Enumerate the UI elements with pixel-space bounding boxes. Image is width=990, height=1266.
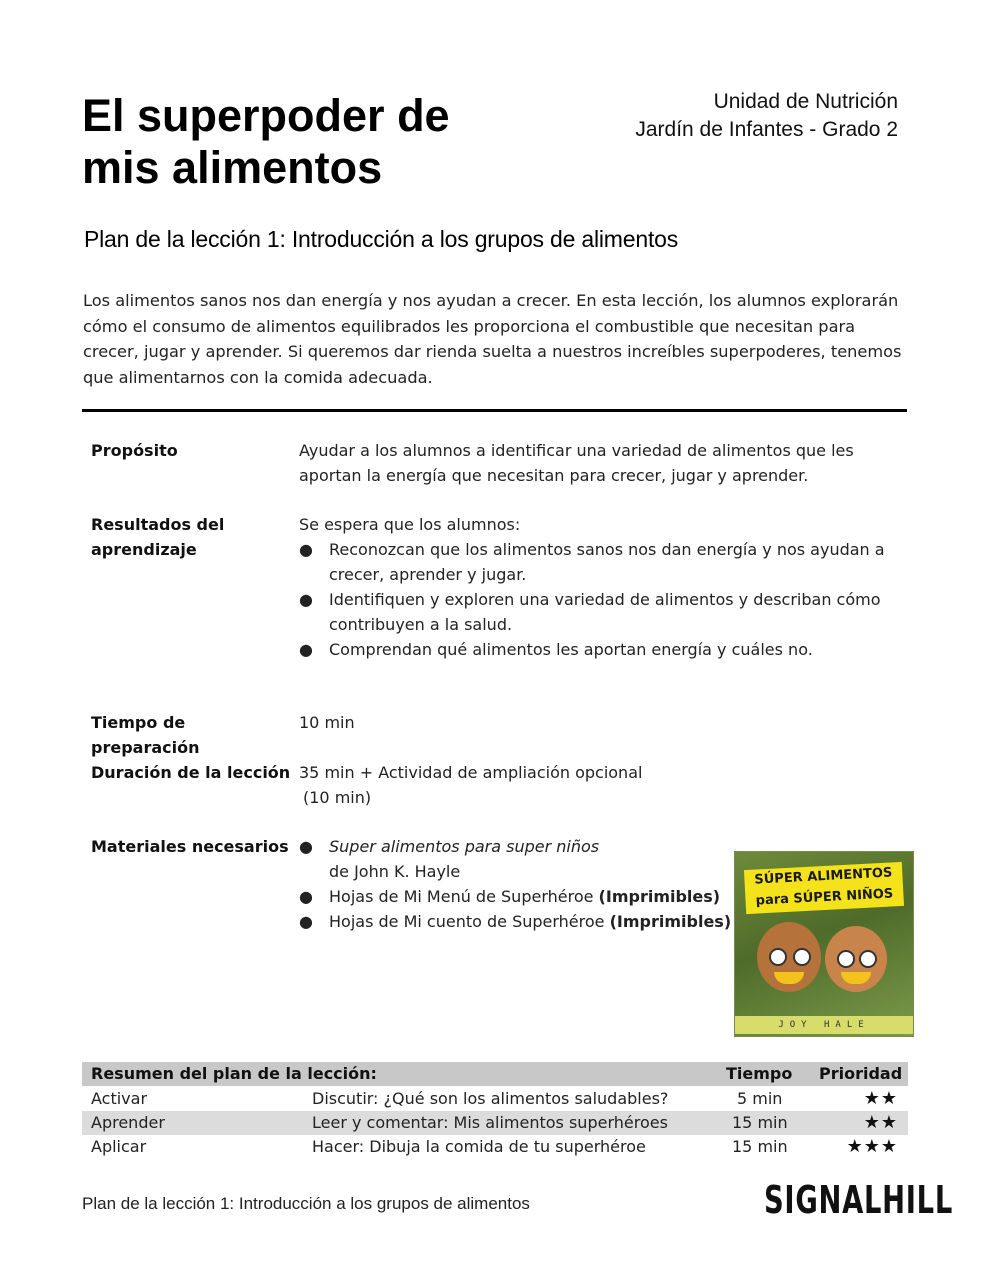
summary-header-row [82,1062,908,1086]
priority-stars-icon: ★★★ [846,1136,898,1157]
material-item-book: ● Super alimentos para super niños de John K. Hayle [299,834,739,884]
outcomes-intro: Se espera que los alumnos: [299,515,521,534]
summary-activity: Hacer: Dibuja la comida de tu superhéroe [312,1137,646,1156]
summary-phase: Activar [91,1089,148,1108]
summary-activity: Leer y comentar: Mis alimentos superhéroes [312,1113,668,1132]
prep-time-value: 10 min [299,713,355,732]
outcome-item: ● Reconozcan que los alimentos sanos nos dan energía y nos ayudan a crecer, aprender y jugar. [299,537,899,587]
prep-time-label: Tiempo de preparación [91,713,200,757]
bullet-icon: ● [299,540,313,559]
table-row [82,1087,908,1111]
bullet-icon: ● [299,912,313,931]
summary-activity: Discutir: ¿Qué son los alimentos saludables? [312,1089,669,1108]
unit-name: Unidad de Nutrición [713,90,898,113]
lesson-title: Plan de la lección 1: Introducción a los grupos de alimentos [84,226,679,252]
outcomes-label: Resultados del aprendizaje [91,515,225,559]
purpose-label: Propósito [91,441,178,460]
table-row [82,1135,908,1159]
girl-face-illustration [757,922,821,992]
outcome-item: ● Identifiquen y exploren una variedad de alimentos y describan cómo contribuyen a la salud. [299,587,899,637]
bullet-icon: ● [299,837,313,856]
book-cover-author: JOY HALE [735,1016,913,1034]
priority-stars-icon: ★★ [863,1112,898,1133]
outcomes-list [299,537,899,662]
summary-phase: Aprender [91,1113,165,1132]
section-divider [82,409,907,412]
material-item-menu-sheets: ● Hojas de Mi Menú de Superhéroe (Imprimibles) [299,884,739,909]
duration-label: Duración de la lección [91,763,291,782]
purpose-text: Ayudar a los alumnos a identificar una variedad de alimentos que les aportan la energía que necesitan para crecer, jugar y aprender. [299,441,854,485]
grade-range: Jardín de Infantes - Grado 2 [635,118,898,141]
duration-value: 35 min + Actividad de ampliación opcional (10 min) [299,763,643,807]
bullet-icon: ● [299,640,313,659]
summary-time: 5 min [737,1089,783,1108]
bullet-icon: ● [299,887,313,906]
footer-lesson-title: Plan de la lección 1: Introducción a los grupos de alimentos [82,1194,530,1213]
intro-paragraph: Los alimentos sanos nos dan energía y nos ayudan a crecer. En esta lección, los alumnos explorarán cómo el consumo de alimentos equilibrados les proporciona el combustible que necesitan para crecer, jugar y aprender. Si queremos dar rienda suelta a nuestros increíbles superpoderes, tenemos que alimentarnos con la comida adecuada. [83,291,902,387]
outcomes-block [299,512,899,662]
signalhill-logo: SIGNALHILL [764,1178,953,1222]
summary-time: 15 min [732,1113,788,1132]
page-title-line-1: El superpoder de [82,90,450,141]
boy-face-illustration [825,926,887,992]
materials-block [299,834,739,934]
summary-header-label: Resumen del plan de la lección: [91,1064,377,1083]
outcome-item: ● Comprendan qué alimentos les aportan energía y cuáles no. [299,637,899,662]
summary-time: 15 min [732,1137,788,1156]
priority-stars-icon: ★★ [863,1088,898,1109]
page-title [82,90,602,194]
materials-list [299,834,739,934]
summary-phase: Aplicar [91,1137,147,1156]
book-cover-image [734,851,914,1037]
summary-header-time: Tiempo [726,1064,793,1083]
summary-header-priority: Prioridad [819,1064,903,1083]
unit-info [635,88,898,144]
bullet-icon: ● [299,590,313,609]
page-title-line-2: mis alimentos [82,142,383,193]
table-row [82,1111,908,1135]
material-item-story-sheets: ● Hojas de Mi cuento de Superhéroe (Imprimibles) [299,909,739,934]
materials-label: Materiales necesarios [91,837,289,856]
book-cover-banner: SÚPER ALIMENTOS para SÚPER NIÑOS [744,862,904,914]
